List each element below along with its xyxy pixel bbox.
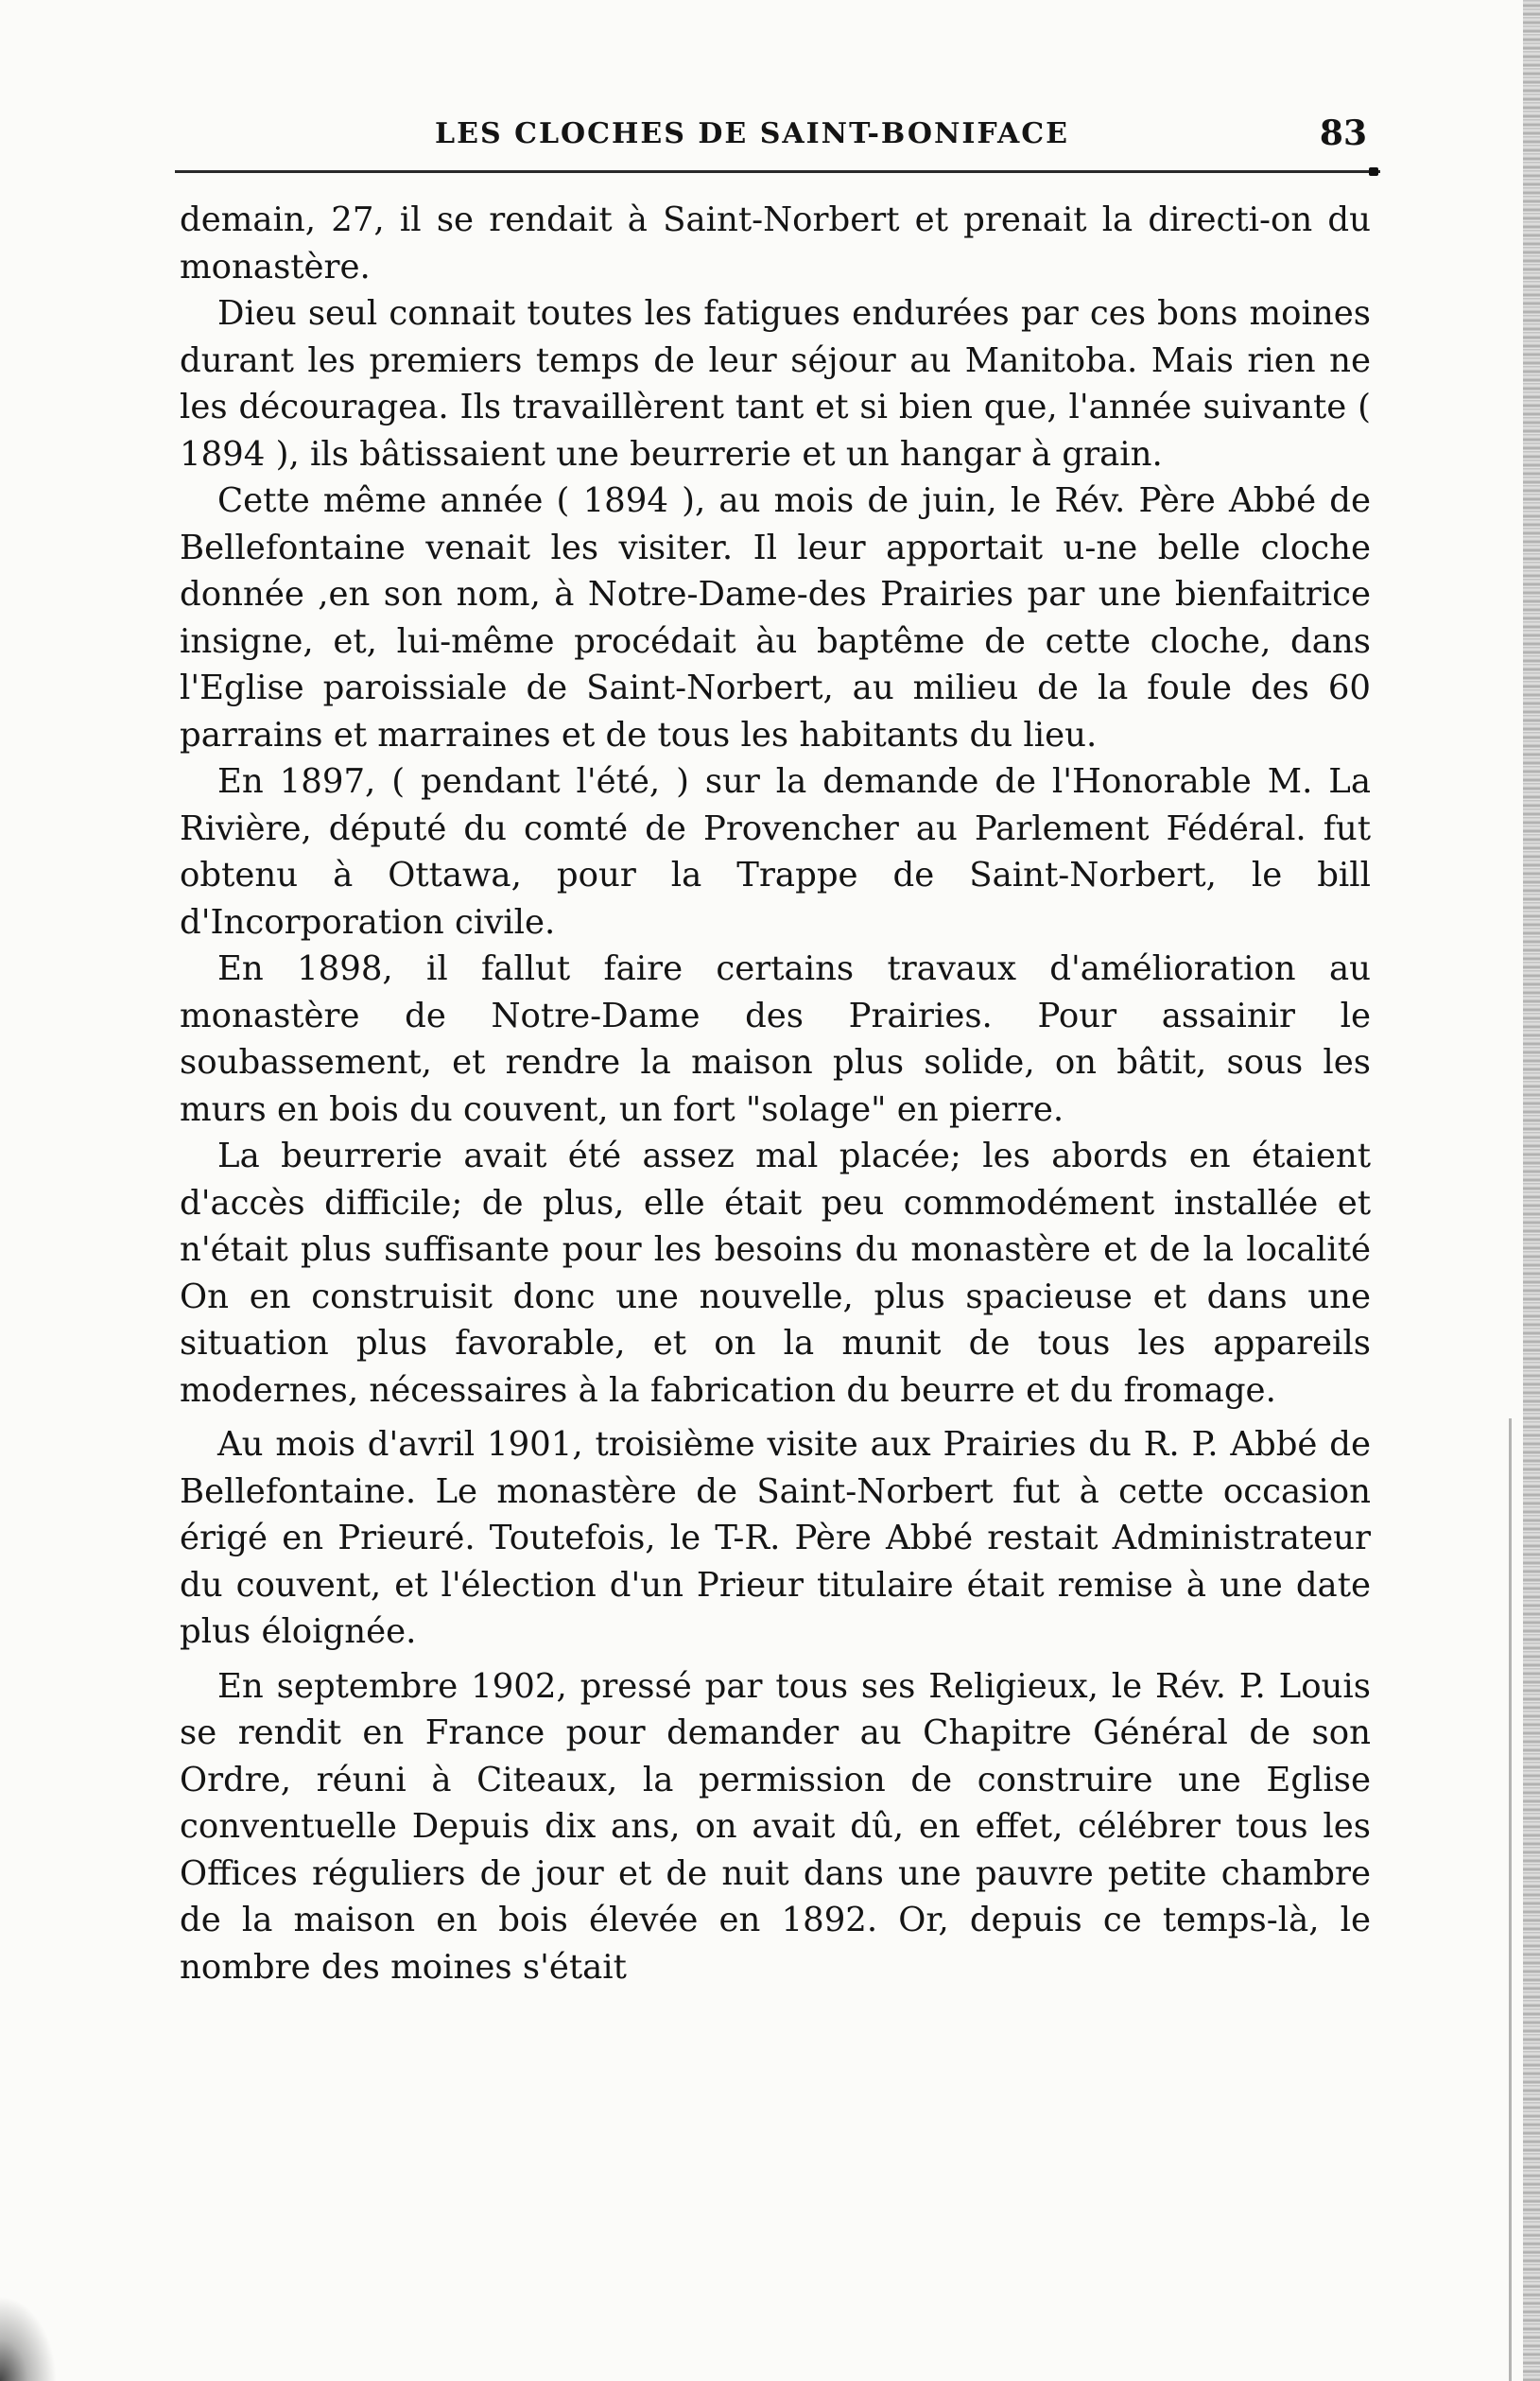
header-rule-end-mark xyxy=(1369,167,1378,176)
paragraph: demain, 27, il se rendait à Saint-Norbert et prenait la directi-on du monastère. xyxy=(180,200,1371,287)
paragraph: Dieu seul connait toutes les fatigues endurées par ces bons moines durant les premiers temps de leur séjour au Manitoba. Mais rien ne les découragea. Ils travaillèrent tant et si bien que, l'année suivante ( 1894 ), ils bâtissaient une beurrerie et un hangar à grain. xyxy=(180,294,1371,474)
paragraph: La beurrerie avait été assez mal placée; les abords en étaient d'accès difficile; de plus, elle était peu commodément installée et n'était plus suffisante pour les besoins du monastère et de la localité On en construisit donc une nouvelle, plus spacieuse et dans une situation plus favorable, et on la munit de tous les appareils modernes, nécessaires à la fabrication du beurre et du fromage. xyxy=(180,1137,1371,1410)
paragraph: En 1898, il fallut faire certains travaux d'amélioration au monastère de Notre-Dame des Prairies. Pour assainir le soubassement, et rendre la maison plus solide, on bâtit, sous les murs en bois du couvent, un fort "solage" en pierre. xyxy=(180,949,1371,1129)
page-edge-scan-artifact xyxy=(1523,0,1540,2381)
paragraph: En septembre 1902, pressé par tous ses Religieux, le Rév. P. Louis se rendit en France pour demander au Chapitre Général de son Ordre, réuni à Citeaux, la permission de construire une Eglise conventuelle Depuis dix ans, on avait dû, en effet, célébrer tous les Offices réguliers de jour et de nuit dans une pauvre petite chambre de la maison en bois élevée en 1892. Or, depuis ce temps-là, le nombre des moines s'était xyxy=(180,1666,1371,1987)
paragraph: En 1897, ( pendant l'été, ) sur la demande de l'Honorable M. La Rivière, député du comté de Provencher au Parlement Fédéral. fut obtenu à Ottawa, pour la Trappe de Saint-Norbert, le bill d'Incorporation civile. xyxy=(180,762,1371,942)
corner-smudge xyxy=(0,2296,57,2381)
page-number: 83 xyxy=(1319,113,1367,153)
page-header xyxy=(180,113,1371,151)
header-rule xyxy=(175,170,1380,173)
paragraph: Cette même année ( 1894 ), au mois de juin, le Rév. Père Abbé de Bellefontaine venait les visiter. Il leur apportait u-ne belle cloche donnée ,en son nom, à Notre-Dame-des Prairies par une bienfaitrice insigne, et, lui-même procédait àu baptême de cette cloche, dans l'Eglise paroissiale de Saint-Norbert, au milieu de la foule des 60 parrains et marraines et de tous les habitants du lieu. xyxy=(180,481,1371,755)
body-text xyxy=(180,197,1371,1990)
page-edge-shadow xyxy=(1509,1418,1512,2381)
paragraph: Au mois d'avril 1901, troisième visite aux Prairies du R. P. Abbé de Bellefontaine. Le monastère de Saint-Norbert fut à cette occasion érigé en Prieuré. Toutefois, le T-R. Père Abbé restait Administrateur du couvent, et l'élection d'un Prieur titulaire était remise à une date plus éloignée. xyxy=(180,1425,1371,1651)
running-title: LES CLOCHES DE SAINT-BONIFACE xyxy=(435,117,1069,150)
